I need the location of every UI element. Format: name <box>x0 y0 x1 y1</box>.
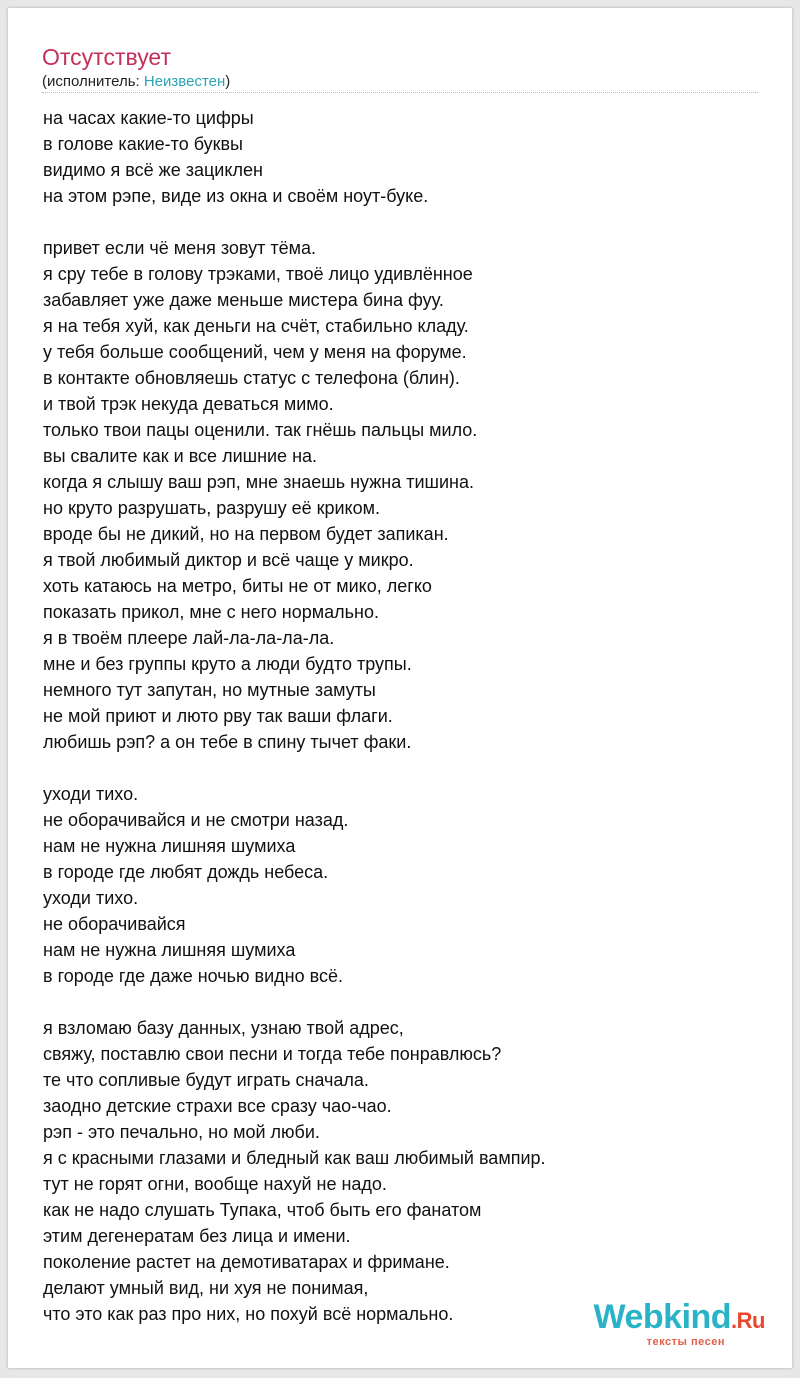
site-logo[interactable] <box>594 1300 766 1348</box>
lyric-line: показать прикол, мне с него нормально. <box>43 602 379 622</box>
lyric-line: заодно детские страхи все сразу чао-чао. <box>43 1096 392 1116</box>
lyric-line: привет если чё меня зовут тёма. <box>43 238 316 258</box>
lyrics-body <box>43 105 763 1327</box>
logo-wordmark <box>594 1300 766 1338</box>
lyric-line: не мой приют и люто рву так ваши флаги. <box>43 706 393 726</box>
lyric-line: в городе где даже ночью видно всё. <box>43 966 343 986</box>
lyric-line: на этом рэпе, виде из окна и своём ноут-буке. <box>43 186 429 206</box>
lyric-line: вы свалите как и все лишние на. <box>43 446 318 466</box>
lyric-line: когда я слышу ваш рэп, мне знаешь нужна тишина. <box>43 472 474 492</box>
lyric-line: я на тебя хуй, как деньги на счёт, стабильно кладу. <box>43 316 469 336</box>
lyric-line: вроде бы не дикий, но на первом будет запикан. <box>43 524 449 544</box>
title-divider <box>42 92 758 93</box>
lyric-line: я сру тебе в голову трэками, твоё лицо удивлённое <box>43 264 473 284</box>
stanza-gap <box>43 755 763 781</box>
lyric-line: и твой трэк некуда деваться мимо. <box>43 394 334 414</box>
stanza-gap <box>43 209 763 235</box>
artist-line <box>42 72 230 92</box>
lyric-line: забавляет уже даже меньше мистера бина фуу. <box>43 290 444 310</box>
lyric-line: в контакте обновляешь статус с телефона (блин). <box>43 368 460 388</box>
lyric-line: я твой любимый диктор и всё чаще у микро. <box>43 550 414 570</box>
lyric-line: только твои пацы оценили. так гнёшь пальцы мило. <box>43 420 478 440</box>
lyric-line: этим дегенератам без лица и имени. <box>43 1226 351 1246</box>
lyric-line: я с красными глазами и бледный как ваш любимый вампир. <box>43 1148 546 1168</box>
lyric-line: что это как раз про них, но похуй всё нормально. <box>43 1304 454 1324</box>
artist-prefix: (исполнитель: <box>42 73 144 90</box>
lyric-line: не оборачивайся и не смотри назад. <box>43 810 349 830</box>
lyric-line: делают умный вид, ни хуя не понимая, <box>43 1278 369 1298</box>
logo-suffix: .Ru <box>731 1308 765 1333</box>
page-card <box>8 8 792 1368</box>
lyric-line: уходи тихо. <box>43 888 139 908</box>
lyric-line: мне и без группы круто а люди будто трупы. <box>43 654 412 674</box>
artist-link[interactable]: Неизвестен <box>143 73 226 90</box>
logo-tagline: тексты песен <box>646 1336 725 1348</box>
lyric-line: любишь рэп? а он тебе в спину тычет факи. <box>43 732 412 752</box>
lyric-line: поколение растет на демотиватарах и фримане. <box>43 1252 450 1272</box>
lyric-line: в голове какие-то буквы <box>43 134 243 154</box>
artist-suffix: ) <box>225 73 231 90</box>
lyric-line: я в твоём плеере лай-ла-ла-ла-ла. <box>43 628 335 648</box>
lyric-line: те что сопливые будут играть сначала. <box>43 1070 369 1090</box>
lyric-line: немного тут запутан, но мутные замуты <box>43 680 376 700</box>
lyric-line: нам не нужна лишняя шумиха <box>43 836 296 856</box>
lyric-line: уходи тихо. <box>43 784 139 804</box>
lyric-line: но круто разрушать, разрушу её криком. <box>43 498 380 518</box>
lyric-line: хоть катаюсь на метро, биты не от мико, легко <box>43 576 432 596</box>
lyric-line: я взломаю базу данных, узнаю твой адрес, <box>43 1018 404 1038</box>
lyric-line: не оборачивайся <box>43 914 186 934</box>
lyric-line: свяжу, поставлю свои песни и тогда тебе понравлюсь? <box>43 1044 502 1064</box>
song-title: Отсутствует <box>42 44 171 70</box>
lyric-line: у тебя больше сообщений, чем у меня на форуме. <box>43 342 467 362</box>
logo-main-text: Webkind <box>593 1298 732 1336</box>
lyric-line: рэп - это печально, но мой люби. <box>43 1122 320 1142</box>
lyric-line: на часах какие-то цифры <box>43 108 254 128</box>
lyric-line: в городе где любят дождь небеса. <box>43 862 329 882</box>
lyric-line: как не надо слушать Тупака, чтоб быть его фанатом <box>43 1200 482 1220</box>
lyric-line: тут не горят огни, вообще нахуй не надо. <box>43 1174 387 1194</box>
lyric-line: видимо я всё же зациклен <box>43 160 263 180</box>
lyric-line: нам не нужна лишняя шумиха <box>43 940 296 960</box>
stanza-gap <box>43 989 763 1015</box>
